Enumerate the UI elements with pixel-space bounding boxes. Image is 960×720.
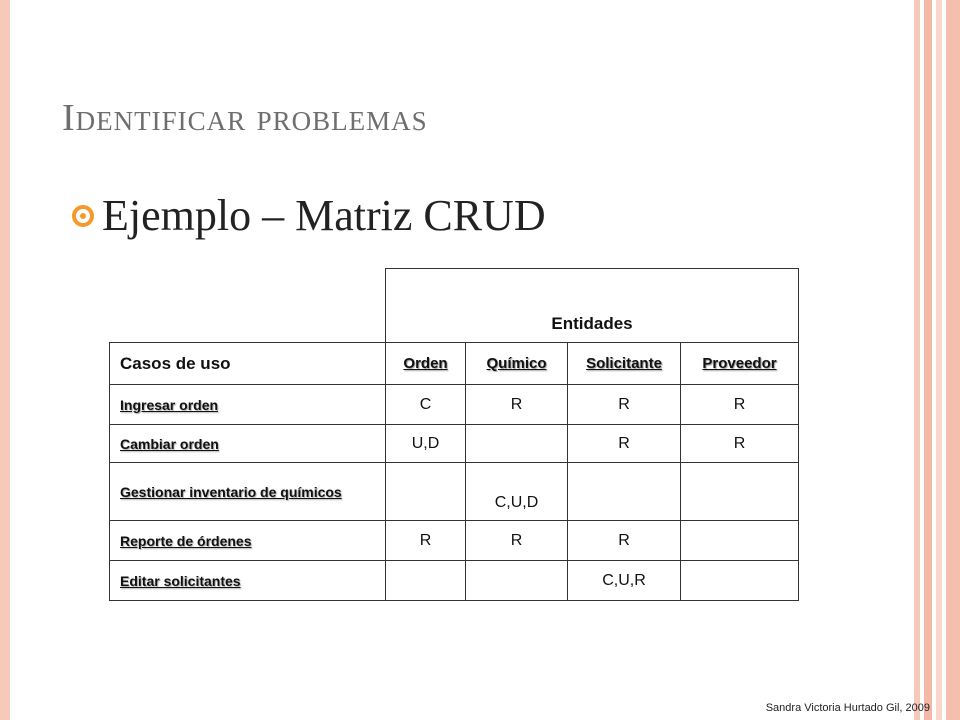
crud-cell: R [681, 425, 799, 463]
left-decorative-bar [0, 0, 10, 720]
slide-title: Identificar problemas [62, 97, 428, 139]
entities-header: Entidades [386, 269, 799, 343]
crud-cell: R [568, 385, 681, 425]
right-decorative-stripes [914, 0, 960, 720]
use-case-cell: Ingresar orden [110, 385, 386, 425]
crud-cell [386, 561, 466, 601]
table-corner [110, 269, 386, 343]
crud-cell: R [466, 385, 568, 425]
use-case-cell: Cambiar orden [110, 425, 386, 463]
crud-cell: C,U,R [568, 561, 681, 601]
table-row [110, 463, 799, 521]
bullet-text: Ejemplo – Matriz CRUD [102, 191, 546, 240]
crud-cell [386, 463, 466, 521]
crud-cell: C [386, 385, 466, 425]
use-case-cell: Reporte de órdenes [110, 521, 386, 561]
crud-cell: R [386, 521, 466, 561]
crud-cell [681, 463, 799, 521]
crud-cell: R [466, 521, 568, 561]
crud-matrix-table [109, 268, 799, 601]
table-row [110, 385, 799, 425]
use-case-cell: Editar solicitantes [110, 561, 386, 601]
crud-cell: R [568, 521, 681, 561]
crud-cell: C,U,D [466, 463, 568, 521]
use-cases-header: Casos de uso [110, 343, 386, 385]
crud-cell [681, 521, 799, 561]
author-credit: Sandra Victoria Hurtado Gil, 2009 [765, 702, 930, 714]
table-row [110, 561, 799, 601]
column-header: Solicitante [568, 343, 681, 385]
crud-cell [466, 425, 568, 463]
crud-cell [466, 561, 568, 601]
crud-cell [681, 561, 799, 601]
table-row [110, 425, 799, 463]
crud-cell [568, 463, 681, 521]
crud-cell: R [568, 425, 681, 463]
column-header: Orden [386, 343, 466, 385]
crud-cell: R [681, 385, 799, 425]
use-case-cell: Gestionar inventario de químicos [110, 463, 386, 521]
column-header: Químico [466, 343, 568, 385]
bullet-item [72, 190, 546, 241]
column-header: Proveedor [681, 343, 799, 385]
table-row [110, 521, 799, 561]
crud-cell: U,D [386, 425, 466, 463]
orange-circle-bullet-icon [72, 205, 94, 227]
